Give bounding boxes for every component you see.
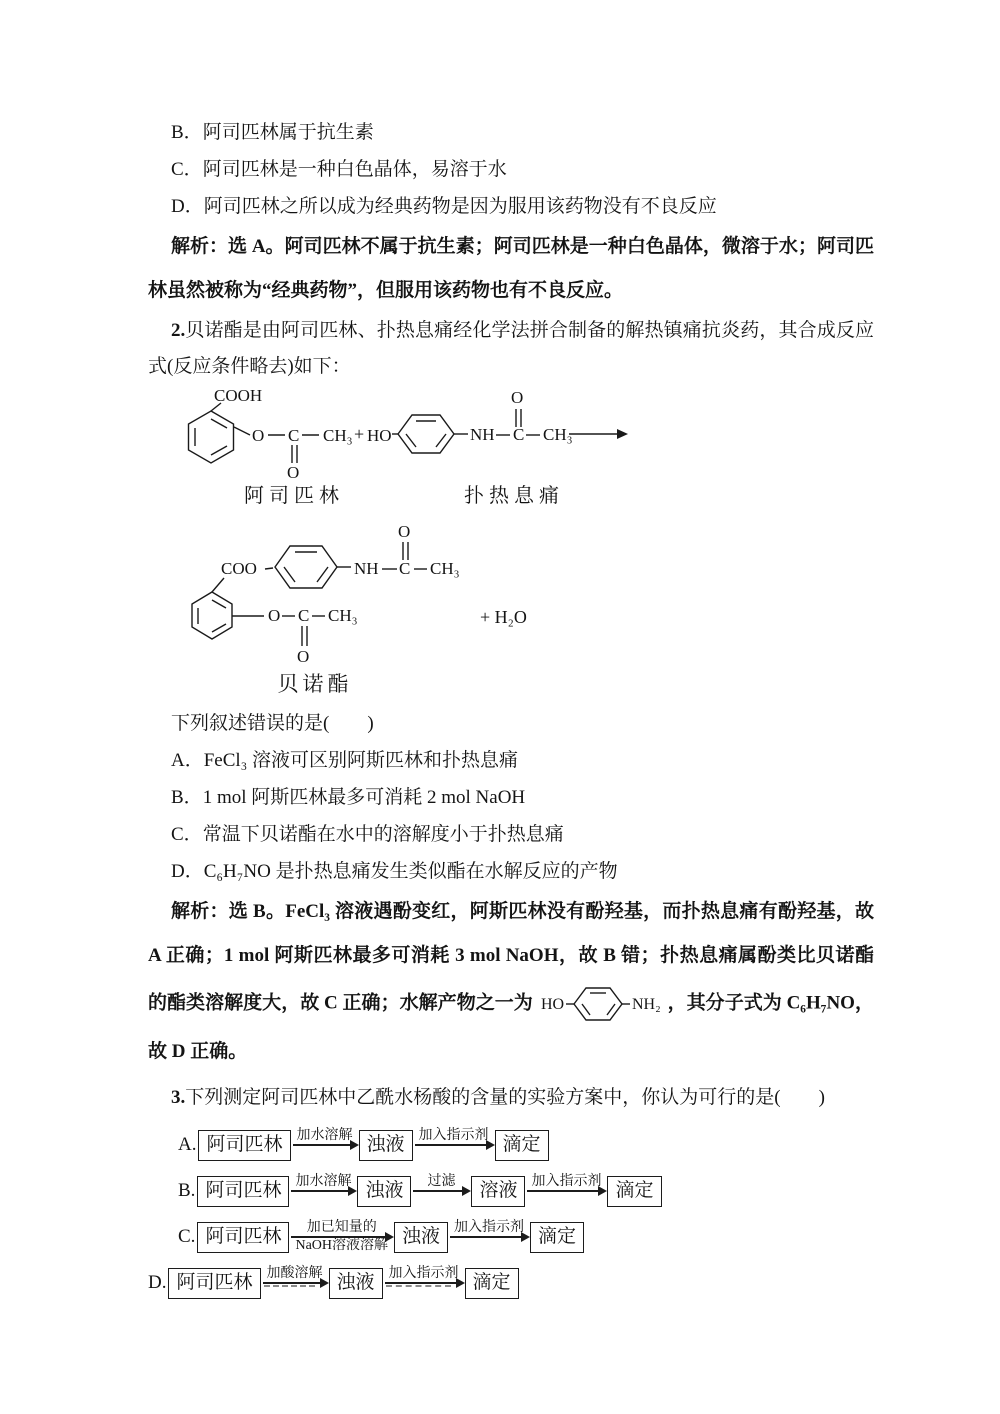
q1-analysis: 解析：选 A。阿司匹林不属于抗生素；阿司匹林是一种白色晶体，微溶于水；阿司匹林虽然被称为“经典药物”，但服用该药物也有不良反应。 xyxy=(148,236,874,301)
q2-stem-text: 贝诺酯是由阿司匹林、扑热息痛经化学法拼合制备的解热镇痛抗炎药，其合成反应式(反应条件略去)如下： xyxy=(148,320,874,377)
arrow-top-label: 加入指示剂 xyxy=(418,1128,489,1143)
option-label: C． xyxy=(171,824,203,845)
c-label: C xyxy=(513,425,525,444)
option-text: 阿司匹林属于抗生素 xyxy=(202,122,374,143)
reaction-arrow-head-icon xyxy=(617,429,628,439)
flow-arrow-icon xyxy=(413,1174,469,1208)
option-text: 阿司匹林之所以成为经典药物是因为服用该药物没有不良反应 xyxy=(203,196,717,217)
ch3-label: CH₃ xyxy=(323,426,353,445)
flow-step-box: 溶液 xyxy=(471,1176,525,1207)
q2-option-a xyxy=(148,742,874,779)
q3-flow-option-a xyxy=(178,1128,874,1162)
aspirin-name-label: 阿司匹林 xyxy=(244,485,344,507)
q1-option-c xyxy=(148,151,874,188)
reaction-reactants-figure xyxy=(184,385,874,513)
flow-step-box: 浊液 xyxy=(329,1268,383,1299)
q2-option-d xyxy=(148,853,874,890)
arrow-bottom-label xyxy=(319,1192,327,1208)
o-label: O xyxy=(398,522,411,541)
ho-label: HO xyxy=(540,996,564,1013)
arrow-bottom-label xyxy=(562,1192,570,1208)
benorilate-structure xyxy=(185,519,627,699)
arrow-bottom-label xyxy=(321,1146,329,1162)
option-text: 常温下贝诺酯在水中的溶解度小于扑热息痛 xyxy=(202,824,564,845)
arrow-bottom-label xyxy=(450,1146,458,1162)
o-label: O xyxy=(287,463,300,482)
ch3-label: CH₃ xyxy=(430,559,460,578)
q2-option-c xyxy=(148,816,874,853)
o-label: O xyxy=(252,426,265,445)
paracetamol-name-label: 扑热息痛 xyxy=(464,485,564,507)
flow-step-box: 阿司匹林 xyxy=(197,1222,289,1253)
q1-option-d xyxy=(148,188,874,225)
c-label: C xyxy=(399,559,411,578)
arrow-top-label: 加入指示剂 xyxy=(454,1220,525,1235)
worksheet-page xyxy=(148,0,874,1300)
arrow-bottom-label xyxy=(437,1192,445,1208)
option-label: B． xyxy=(171,787,203,808)
q2-stem xyxy=(148,313,874,385)
o-label: O xyxy=(297,647,310,666)
flow-step-box: 阿司匹林 xyxy=(197,1176,289,1207)
option-text: C₆H₇NO 是扑热息痛发生类似酯在水解反应的产物 xyxy=(203,861,618,882)
q3-flow-option-c xyxy=(178,1220,874,1254)
option-label: B． xyxy=(171,122,203,143)
arrow-shaft xyxy=(385,1282,463,1284)
c-label: C xyxy=(298,606,310,625)
arrow-bottom-label xyxy=(485,1238,493,1254)
q3-number: 3. xyxy=(171,1087,186,1108)
nh2-label: NH₂ xyxy=(631,996,661,1013)
flow-arrow-icon xyxy=(291,1174,355,1208)
flow-step-box: 浊液 xyxy=(394,1222,448,1253)
o-label: O xyxy=(268,606,281,625)
flow-arrow-icon xyxy=(291,1220,392,1254)
q3-stem-text: 下列测定阿司匹林中乙酰水杨酸的含量的实验方案中，你认为可行的是( ) xyxy=(185,1087,825,1108)
option-text: 阿司匹林是一种白色晶体，易溶于水 xyxy=(202,159,507,180)
q3-flow-option-d xyxy=(148,1266,874,1300)
c-label: C xyxy=(288,426,300,445)
arrow-top-label: 加入指示剂 xyxy=(388,1266,459,1281)
arrow-shaft xyxy=(413,1190,469,1192)
q1-option-b xyxy=(148,114,874,151)
flow-option-label: A. xyxy=(178,1134,197,1155)
flow-step-box: 浊液 xyxy=(359,1130,413,1161)
option-label: C． xyxy=(171,159,203,180)
arrow-shaft xyxy=(291,1236,392,1238)
flow-step-box: 滴定 xyxy=(530,1222,584,1253)
arrow-top-label: 加酸溶解 xyxy=(266,1266,323,1281)
coo-label: COO xyxy=(221,559,257,578)
flow-arrow-icon xyxy=(385,1266,463,1300)
arrow-top-label: 加入指示剂 xyxy=(531,1174,602,1189)
arrow-shaft xyxy=(527,1190,605,1192)
arrow-top-label: 加已知量的 xyxy=(306,1220,377,1235)
q2-question-line: 下列叙述错误的是( ) xyxy=(171,713,374,734)
cooh-label: COOH xyxy=(214,386,263,405)
arrow-bottom-label: NaOH溶液溶解 xyxy=(295,1238,388,1253)
flow-step-box: 阿司匹林 xyxy=(198,1130,290,1161)
plus-h2o-label: + H₂O xyxy=(480,607,527,627)
q3-stem xyxy=(148,1080,874,1116)
benorilate-name-label: 贝诺酯 xyxy=(277,672,353,696)
ho-label: HO xyxy=(367,426,392,445)
flow-arrow-icon xyxy=(527,1174,605,1208)
option-label: A． xyxy=(171,750,204,771)
flow-arrow-icon xyxy=(263,1266,327,1300)
nh-label: NH xyxy=(354,559,379,578)
nh-label: NH xyxy=(470,425,495,444)
flow-step-box: 浊液 xyxy=(357,1176,411,1207)
q2-option-b xyxy=(148,779,874,816)
flow-step-box: 滴定 xyxy=(495,1130,549,1161)
flow-arrow-icon xyxy=(293,1128,357,1162)
q2-analysis-text-1: 解析：选 B。FeCl₃ 溶液遇酚变红，阿斯匹林没有酚羟基，而扑热息痛有酚羟基，故 A 正确；1 mol 阿斯匹林最多可消耗 3 mol NaOH，故 B 错；扑热息痛属酚类比贝诺酯的酯类溶解度大，故 C 正确；水解产物之一为 xyxy=(148,901,874,1014)
arrow-shaft xyxy=(291,1190,355,1192)
ch3-label: CH₃ xyxy=(328,606,358,625)
option-text: FeCl₃ 溶液可区别阿斯匹林和扑热息痛 xyxy=(203,750,519,771)
arrow-shaft xyxy=(450,1236,528,1238)
option-label: D． xyxy=(171,861,204,882)
option-text: 1 mol 阿斯匹林最多可消耗 2 mol NaOH xyxy=(202,787,526,808)
arrow-shaft xyxy=(415,1144,493,1146)
flow-step-box: 阿司匹林 xyxy=(168,1268,260,1299)
q2-analysis-text-2: ，其分子式为 C₆H₇NO，故 D 正确。 xyxy=(148,992,874,1062)
arrow-top-label: 过滤 xyxy=(427,1174,456,1189)
flow-step-box: 滴定 xyxy=(607,1176,661,1207)
q2-number: 2. xyxy=(171,320,186,341)
aminophenol-structure xyxy=(540,978,666,1030)
q3-flow-option-b xyxy=(178,1174,874,1208)
option-label: D． xyxy=(171,196,204,217)
arrow-shaft xyxy=(293,1144,357,1146)
o-label: O xyxy=(511,388,524,407)
ch3-label: CH₃ xyxy=(543,425,573,444)
reaction-product-figure xyxy=(185,519,874,705)
flow-arrow-icon xyxy=(415,1128,493,1162)
arrow-top-label: 加水溶解 xyxy=(295,1174,352,1189)
flow-option-label: D. xyxy=(148,1272,167,1293)
aspirin-paracetamol-structure xyxy=(184,385,636,507)
q2-analysis xyxy=(148,890,874,1074)
flow-arrow-icon xyxy=(450,1220,528,1254)
plus-sign: + xyxy=(354,424,365,444)
flow-option-label: C. xyxy=(178,1226,196,1247)
arrow-top-label: 加水溶解 xyxy=(296,1128,353,1143)
flow-option-label: B. xyxy=(178,1180,196,1201)
flow-step-box: 滴定 xyxy=(465,1268,519,1299)
arrow-shaft xyxy=(263,1282,327,1284)
